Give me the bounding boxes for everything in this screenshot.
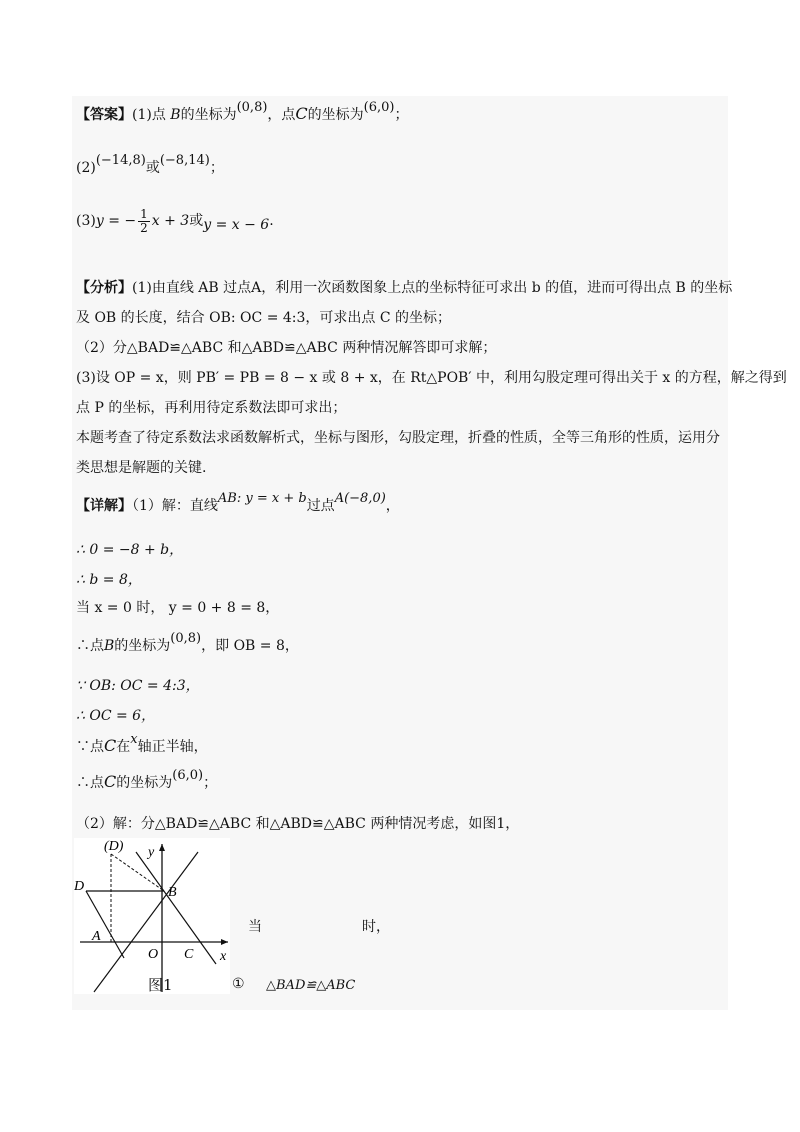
- detail-text: ∵点: [76, 739, 104, 755]
- answer-text: ；: [209, 160, 224, 176]
- fraction: [138, 208, 150, 235]
- answer-text: ；: [394, 107, 409, 123]
- coord-A: A(−8,0): [334, 491, 386, 506]
- detail-text: ∴点: [76, 638, 104, 654]
- math-expr: ∵ OB: OC = 4:3，: [76, 678, 200, 694]
- answer-text: 或: [145, 160, 160, 176]
- detail-line-4: [76, 598, 279, 618]
- coord-B: (0,8): [236, 100, 268, 115]
- answer-text: (2): [76, 160, 96, 176]
- math-expr: x + 3: [151, 213, 190, 229]
- math-expr: y = −: [95, 213, 137, 229]
- detail-line-8: [76, 732, 208, 758]
- answer-text: 的坐标为: [180, 107, 237, 123]
- detail-text: ，: [385, 498, 400, 514]
- answer-text: 或: [189, 213, 204, 229]
- when-text: 当: [248, 919, 262, 935]
- figure-1-svg: [74, 838, 230, 994]
- analysis-text: 点 P 的坐标，再利用待定系数法即可求出；: [76, 400, 347, 416]
- x-axis-arrow: [221, 939, 228, 945]
- detail-text: 的坐标为: [116, 775, 173, 791]
- when-suffix: 时，: [362, 919, 390, 935]
- segment-DA: [86, 891, 124, 958]
- detail-label: 【详解】: [76, 498, 132, 514]
- math-C: C: [104, 736, 117, 755]
- detail-text: （2）解：分△BAD≌△ABC 和△ABD≌△ABC 两种情况考虑，如图1，: [76, 816, 520, 832]
- analysis-line-4: [76, 368, 787, 388]
- label-x: x: [220, 949, 227, 964]
- label-C: C: [184, 947, 194, 962]
- coord-option-1: (−14,8): [95, 153, 146, 168]
- analysis-text: (3)设 OP = x，则 PB′ = PB = 8 − x 或 8 + x，在 Rt△POB′ 中，利用勾股定理可得出关于 x 的方程，解之得到: [76, 370, 787, 386]
- line-AB: [94, 852, 198, 992]
- math-C: C: [104, 772, 117, 791]
- math-expr: ∴ b = 8，: [76, 572, 142, 588]
- analysis-line-3: [76, 338, 496, 358]
- analysis-text: 本题考查了待定系数法求函数解析式，坐标与图形，勾股定理，折叠的性质，全等三角形的性质，运用分: [76, 430, 720, 446]
- analysis-text: 及 OB 的长度，结合 OB: OC = 4:3，可求出点 C 的坐标；: [76, 310, 452, 326]
- analysis-label: 【分析】: [76, 280, 132, 296]
- answer-line-2: [76, 153, 224, 179]
- math-B: B: [104, 638, 115, 654]
- detail-text: ∴点: [76, 775, 104, 791]
- analysis-line-7: [76, 458, 206, 478]
- case-number: ①: [232, 976, 245, 992]
- analysis-text: (1)由直线 AB 过点A，利用一次函数图象上点的坐标特征可求出 b 的值，进而可得出点 B 的坐标: [132, 280, 733, 296]
- coord-C: (6,0): [363, 100, 395, 115]
- detail-line-5: [76, 631, 299, 657]
- detail-line-6: [76, 676, 200, 696]
- label-D: D: [74, 879, 85, 894]
- label-D-paren: (D): [104, 839, 124, 854]
- label-B: B: [168, 885, 177, 900]
- math-expr: ∴ 0 = −8 + b，: [76, 542, 184, 558]
- detail-text: 在: [116, 739, 131, 755]
- answer-text: (1)点: [132, 107, 166, 123]
- answer-text: ，点: [267, 107, 296, 123]
- fraction-den: 2: [140, 220, 148, 235]
- case-congruence: △BAD≌△ABC: [266, 978, 356, 993]
- answer-text: (3): [76, 213, 96, 229]
- coord-option-2: (−8,14): [159, 153, 210, 168]
- analysis-text: （2）分△BAD≌△ABC 和△ABD≌△ABC 两种情况解答即可求解；: [76, 340, 497, 356]
- coord-B: (0,8): [170, 631, 202, 646]
- detail-line-3: [76, 570, 142, 590]
- figure-caption: 图1: [148, 976, 173, 994]
- label-A: A: [92, 929, 101, 944]
- detail-line-7: [76, 706, 155, 726]
- detail-text: ，即 OB = 8，: [201, 638, 299, 654]
- analysis-line-2: [76, 308, 451, 328]
- analysis-line-6: [76, 428, 720, 448]
- coord-C: (6,0): [172, 768, 204, 783]
- analysis-text: 类思想是解题的关键.: [76, 460, 207, 476]
- math-expr: y = x − 6: [203, 217, 270, 233]
- detail-text: ；: [203, 775, 218, 791]
- detail-line-9: [76, 768, 218, 794]
- y-axis-arrow: [159, 844, 165, 851]
- answer-line-1: [76, 100, 409, 126]
- label-O: O: [148, 947, 159, 962]
- answer-text: 的坐标为: [307, 107, 364, 123]
- math-x: x: [130, 732, 138, 747]
- math-expr: AB: y = x + b: [217, 491, 307, 506]
- answer-text: .: [269, 213, 274, 229]
- detail-line-10: [76, 814, 519, 834]
- detail-line-2: [76, 540, 183, 560]
- detail-text: （1）解：直线: [132, 498, 218, 514]
- detail-text: 轴正半轴，: [137, 739, 208, 755]
- label-y: y: [148, 845, 155, 860]
- answer-line-3: [76, 206, 274, 236]
- detail-text: 过点: [306, 498, 335, 514]
- detail-line-1: [76, 491, 400, 517]
- answer-label: 【答案】: [76, 107, 132, 123]
- analysis-line-1: [76, 278, 732, 298]
- figure-1: [74, 838, 230, 994]
- fraction-num: 1: [140, 206, 148, 221]
- math-C: C: [295, 104, 308, 123]
- dashed-diagonal: [111, 854, 164, 891]
- analysis-line-5: [76, 398, 346, 418]
- math-B: B: [170, 107, 181, 123]
- detail-text: 当 x = 0 时， y = 0 + 8 = 8，: [76, 600, 280, 616]
- math-expr: ∴ OC = 6，: [76, 708, 156, 724]
- detail-text: 的坐标为: [114, 638, 171, 654]
